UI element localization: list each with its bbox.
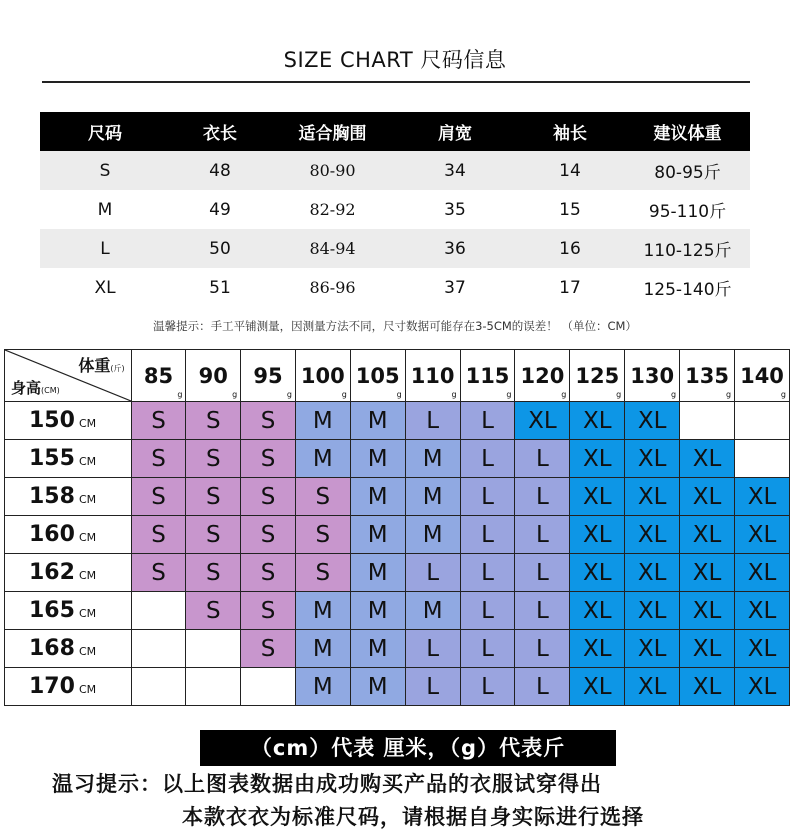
empty-cell — [735, 440, 790, 478]
spec-cell-sleeve: 14 — [559, 160, 581, 181]
weight-unit: g — [561, 390, 567, 399]
corner-weight-unit: (斤) — [110, 364, 125, 373]
size-cell: XL — [625, 592, 680, 630]
weight-unit: g — [177, 390, 183, 399]
spec-cell-sleeve: 15 — [559, 199, 581, 220]
size-cell: L — [515, 478, 570, 516]
spec-header-shoulder: 肩宽 — [438, 124, 472, 144]
weight-value: 115 — [465, 363, 510, 388]
grid-row — [5, 402, 790, 440]
size-cell: L — [515, 516, 570, 554]
spec-cell-size: S — [99, 160, 111, 181]
weight-unit: g — [671, 390, 677, 399]
size-cell: L — [515, 440, 570, 478]
size-cell: M — [350, 630, 405, 668]
size-cell: S — [241, 630, 296, 668]
spec-cell-length: 48 — [209, 160, 231, 181]
spec-cell-shoulder: 37 — [444, 277, 466, 298]
weight-header — [295, 350, 350, 402]
empty-cell — [131, 592, 186, 630]
page-title: SIZE CHART 尺码信息 — [283, 48, 507, 72]
spec-cell-size: XL — [94, 277, 116, 298]
height-value: 158 — [29, 484, 75, 509]
empty-cell — [186, 630, 241, 668]
size-cell: XL — [735, 630, 790, 668]
size-cell: S — [241, 516, 296, 554]
spec-table — [40, 112, 750, 307]
size-cell: S — [241, 592, 296, 630]
size-cell: M — [295, 592, 350, 630]
weight-header — [515, 350, 570, 402]
measurement-tip: 温馨提示：手工平铺测量，因测量方法不同，尺寸数据可能存在3-5CM的误差！ （单位：CM） — [153, 319, 637, 333]
size-cell: S — [241, 478, 296, 516]
spec-cell-shoulder: 34 — [444, 160, 466, 181]
grid-corner — [5, 350, 132, 402]
corner-weight-text: 体重 — [78, 356, 111, 375]
grid-row — [5, 516, 790, 554]
corner-weight-label — [78, 353, 124, 376]
size-cell: L — [460, 554, 515, 592]
size-cell: XL — [625, 402, 680, 440]
size-cell: M — [295, 630, 350, 668]
weight-value: 130 — [630, 363, 675, 388]
empty-cell — [186, 668, 241, 706]
spec-cell-weight: 110-125斤 — [643, 241, 732, 261]
size-cell: XL — [625, 516, 680, 554]
size-cell: L — [460, 478, 515, 516]
size-cell: XL — [570, 478, 625, 516]
size-cell: S — [131, 440, 186, 478]
spec-header-length: 衣长 — [203, 124, 237, 144]
weight-value: 90 — [198, 363, 228, 388]
title-divider — [42, 81, 750, 83]
size-cell: XL — [735, 668, 790, 706]
size-cell: XL — [680, 592, 735, 630]
weight-value: 125 — [575, 363, 620, 388]
size-cell: M — [405, 478, 460, 516]
warm-tip-line-2: 本款衣衣为标准尺码，请根据自身实际进行选择 — [182, 805, 644, 829]
empty-cell — [131, 668, 186, 706]
height-value: 150 — [29, 408, 75, 433]
spec-cell-weight: 80-95斤 — [654, 163, 721, 183]
size-cell: S — [131, 554, 186, 592]
spec-cell-chest: 82-92 — [309, 200, 356, 219]
unit-banner: （cm）代表 厘米，（g）代表斤 — [200, 730, 616, 766]
size-cell: XL — [625, 478, 680, 516]
height-unit: CM — [78, 607, 97, 620]
weight-header — [625, 350, 680, 402]
spec-row — [40, 268, 750, 307]
size-cell: L — [515, 668, 570, 706]
spec-cell-size: L — [100, 238, 110, 259]
size-cell: XL — [625, 440, 680, 478]
spec-cell-shoulder: 36 — [444, 238, 466, 259]
spec-header-chest: 适合胸围 — [298, 124, 367, 144]
size-cell: XL — [570, 440, 625, 478]
size-cell: S — [186, 402, 241, 440]
corner-height-label — [11, 377, 60, 398]
height-unit: CM — [78, 493, 97, 506]
size-cell: M — [405, 516, 460, 554]
spec-cell-sleeve: 16 — [559, 238, 581, 259]
height-value: 170 — [29, 674, 75, 699]
height-header — [5, 592, 132, 630]
empty-cell — [680, 402, 735, 440]
height-value: 168 — [29, 636, 75, 661]
weight-header — [186, 350, 241, 402]
empty-cell — [131, 630, 186, 668]
size-cell: L — [405, 554, 460, 592]
spec-header-size: 尺码 — [88, 124, 122, 144]
size-cell: M — [350, 668, 405, 706]
height-value: 165 — [29, 598, 75, 623]
spec-cell-size: M — [97, 199, 113, 220]
size-cell: S — [186, 478, 241, 516]
corner-height-unit: (CM) — [41, 386, 60, 395]
weight-unit: g — [780, 390, 786, 399]
height-header — [5, 402, 132, 440]
weight-value: 100 — [300, 363, 345, 388]
size-cell: XL — [570, 668, 625, 706]
grid-row — [5, 440, 790, 478]
size-cell: XL — [735, 478, 790, 516]
size-cell: M — [350, 478, 405, 516]
size-cell: M — [350, 592, 405, 630]
size-cell: L — [460, 592, 515, 630]
spec-cell-shoulder: 35 — [444, 199, 466, 220]
size-cell: XL — [735, 554, 790, 592]
height-unit: CM — [78, 645, 97, 658]
weight-value: 120 — [520, 363, 565, 388]
height-header — [5, 478, 132, 516]
spec-row — [40, 190, 750, 229]
weight-unit: g — [341, 390, 347, 399]
weight-header — [241, 350, 296, 402]
weight-value: 135 — [685, 363, 729, 388]
grid-row — [5, 592, 790, 630]
size-cell: L — [515, 592, 570, 630]
spec-cell-weight: 95-110斤 — [648, 202, 727, 222]
size-cell: XL — [625, 630, 680, 668]
size-cell: S — [295, 478, 350, 516]
corner-height-text: 身高 — [11, 379, 42, 397]
size-cell: XL — [735, 592, 790, 630]
size-cell: XL — [570, 592, 625, 630]
size-cell: XL — [680, 668, 735, 706]
size-cell: S — [186, 554, 241, 592]
spec-cell-length: 49 — [209, 199, 231, 220]
size-cell: S — [131, 402, 186, 440]
size-cell: L — [515, 630, 570, 668]
weight-unit: g — [396, 390, 402, 399]
weight-header — [131, 350, 186, 402]
weight-unit: g — [286, 390, 292, 399]
size-cell: L — [460, 668, 515, 706]
size-cell: S — [295, 516, 350, 554]
weight-value: 105 — [355, 363, 400, 388]
weight-header — [350, 350, 405, 402]
empty-cell — [735, 402, 790, 440]
weight-value: 140 — [740, 363, 784, 388]
grid-row — [5, 554, 790, 592]
size-recommendation-grid — [4, 349, 790, 706]
grid-row — [5, 668, 790, 706]
size-cell: M — [350, 554, 405, 592]
size-cell: S — [186, 516, 241, 554]
size-cell: XL — [570, 554, 625, 592]
size-cell: L — [405, 668, 460, 706]
size-cell: L — [460, 630, 515, 668]
spec-cell-weight: 125-140斤 — [643, 280, 732, 300]
size-cell: XL — [680, 630, 735, 668]
size-cell: S — [241, 440, 296, 478]
height-unit: CM — [78, 569, 97, 582]
size-cell: M — [350, 516, 405, 554]
weight-value: 110 — [410, 363, 455, 388]
size-cell: L — [515, 554, 570, 592]
spec-cell-length: 50 — [209, 238, 231, 259]
size-cell: XL — [735, 516, 790, 554]
size-cell: S — [131, 516, 186, 554]
size-cell: XL — [515, 402, 570, 440]
size-cell: XL — [680, 440, 735, 478]
spec-row — [40, 229, 750, 268]
height-unit: CM — [78, 531, 97, 544]
weight-header — [680, 350, 735, 402]
height-value: 155 — [29, 446, 75, 471]
size-cell: M — [350, 440, 405, 478]
height-unit: CM — [78, 417, 97, 430]
size-cell: M — [295, 402, 350, 440]
height-header — [5, 630, 132, 668]
size-cell: M — [350, 402, 405, 440]
spec-cell-chest: 84-94 — [309, 239, 356, 258]
height-unit: CM — [78, 683, 97, 696]
spec-cell-chest: 80-90 — [309, 161, 356, 180]
size-cell: L — [460, 440, 515, 478]
size-cell: XL — [680, 554, 735, 592]
size-cell: M — [295, 440, 350, 478]
size-cell: S — [131, 478, 186, 516]
size-cell: XL — [680, 478, 735, 516]
grid-row — [5, 630, 790, 668]
spec-cell-sleeve: 17 — [559, 277, 581, 298]
weight-header — [570, 350, 625, 402]
size-cell: S — [186, 440, 241, 478]
size-cell: S — [241, 402, 296, 440]
spec-cell-chest: 86-96 — [309, 278, 356, 297]
weight-unit: g — [451, 390, 457, 399]
weight-unit: g — [232, 390, 238, 399]
warm-tip-line-1: 温习提示：以上图表数据由成功购买产品的衣服试穿得出 — [52, 772, 602, 796]
height-unit: CM — [78, 455, 97, 468]
height-header — [5, 516, 132, 554]
height-value: 162 — [29, 560, 75, 585]
spec-cell-length: 51 — [209, 277, 231, 298]
size-cell: M — [405, 440, 460, 478]
size-cell: XL — [625, 554, 680, 592]
weight-unit: g — [616, 390, 622, 399]
size-cell: S — [295, 554, 350, 592]
grid-row — [5, 478, 790, 516]
empty-cell — [241, 668, 296, 706]
size-cell: M — [295, 668, 350, 706]
weight-value: 85 — [143, 363, 174, 388]
size-cell: L — [460, 402, 515, 440]
height-header — [5, 440, 132, 478]
size-cell: M — [405, 592, 460, 630]
size-cell: XL — [625, 668, 680, 706]
size-cell: S — [241, 554, 296, 592]
grid-header-row — [5, 350, 790, 402]
spec-header-row — [40, 112, 750, 151]
height-value: 160 — [29, 522, 75, 547]
weight-unit: g — [506, 390, 512, 399]
weight-header — [735, 350, 790, 402]
spec-header-sleeve: 袖长 — [553, 124, 587, 144]
height-header — [5, 668, 132, 706]
weight-value: 95 — [253, 363, 283, 388]
size-cell: XL — [570, 516, 625, 554]
size-cell: XL — [570, 630, 625, 668]
spec-header-weight: 建议体重 — [653, 124, 722, 144]
size-cell: XL — [570, 402, 625, 440]
spec-row — [40, 151, 750, 190]
size-cell: L — [460, 516, 515, 554]
size-cell: S — [186, 592, 241, 630]
weight-header — [405, 350, 460, 402]
height-header — [5, 554, 132, 592]
size-cell: L — [405, 630, 460, 668]
weight-unit: g — [725, 390, 732, 399]
weight-header — [460, 350, 515, 402]
size-cell: XL — [680, 516, 735, 554]
size-cell: L — [405, 402, 460, 440]
